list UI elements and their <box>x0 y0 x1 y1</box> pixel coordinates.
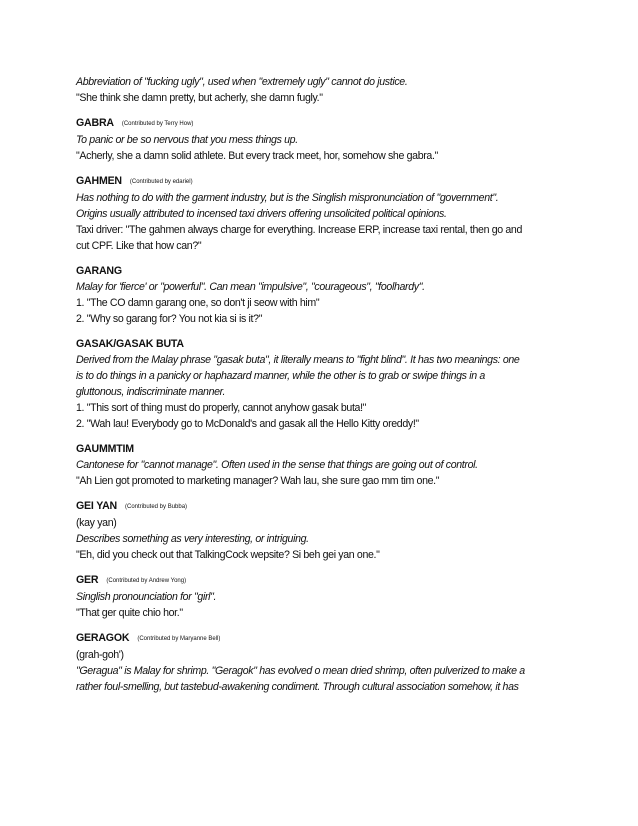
entry-example-line: (grah-goh') <box>76 649 124 661</box>
entry-example-line: 1. "The CO damn garang one, so don't ji seow with him" <box>76 297 320 309</box>
dictionary-content <box>76 74 566 695</box>
dictionary-entry <box>76 336 566 432</box>
entry-contributor: (Contributed by Maryanne Bell) <box>137 636 221 642</box>
entry-headword: GABRA <box>76 117 114 129</box>
entry-definition-line: gluttonous, indiscriminate manner. <box>76 386 226 398</box>
entry-headword-line <box>76 336 566 352</box>
entry-definition-line: "Geragua" is Malay for shrimp. "Geragok" has evolved o mean dried shrimp, often pulverized to make a <box>76 665 525 677</box>
entry-example-line: "That ger quite chio hor." <box>76 607 183 619</box>
entry-headword-line <box>76 441 566 457</box>
entry-example-line: Taxi driver: "The gahmen always charge for everything. Increase ERP, increase taxi rental, then go and <box>76 224 523 236</box>
dictionary-entry <box>76 441 566 489</box>
dictionary-entry <box>76 630 566 695</box>
entry-headword: GEI YAN <box>76 500 117 512</box>
entry-definition-line: Singlish pronounciation for "girl". <box>76 591 217 603</box>
entry-definition-line: Origins usually attributed to incensed taxi drivers offering unsolicited political opinions. <box>76 208 447 220</box>
entry-example-line: cut CPF. Like that how can?" <box>76 240 202 252</box>
dictionary-entry <box>76 498 566 563</box>
entry-headword: GARANG <box>76 265 122 277</box>
entry-definition-line: Cantonese for "cannot manage". Often used in the sense that things are going out of control. <box>76 459 478 471</box>
entry-definition-line: To panic or be so nervous that you mess things up. <box>76 134 298 146</box>
entry-definition-line: is to do things in a panicky or haphazard manner, while the other is to grab or swipe things in a <box>76 370 485 382</box>
entry-headword-line <box>76 173 566 190</box>
entry-headword: GER <box>76 574 99 586</box>
entry-headword: GASAK/GASAK BUTA <box>76 338 184 350</box>
entry-headword: GAHMEN <box>76 175 122 187</box>
entry-definition-line: Abbreviation of "fucking ugly", used when "extremely ugly" cannot do justice. <box>76 76 408 88</box>
entry-headword-line <box>76 630 566 647</box>
dictionary-entry <box>76 115 566 164</box>
entry-headword-line <box>76 572 566 589</box>
entry-definition-line: Derived from the Malay phrase "gasak buta", it literally means to "fight blind". It has two meanings: one <box>76 354 520 366</box>
entry-example-line: "Acherly, she a damn solid athlete. But every track meet, hor, somehow she gabra." <box>76 150 438 162</box>
dictionary-entry <box>76 572 566 621</box>
entry-definition-line: Describes something as very interesting, or intriguing. <box>76 533 309 545</box>
entry-contributor: (Contributed by edariel) <box>129 179 193 185</box>
entry-headword: GAUMMTIM <box>76 443 134 455</box>
entry-headword-line <box>76 498 566 515</box>
entry-example-line: 1. "This sort of thing must do properly, cannot anyhow gasak buta!" <box>76 402 367 414</box>
entry-definition-line: Has nothing to do with the garment industry, but is the Singlish mispronunciation of "government". <box>76 192 499 204</box>
dictionary-entry <box>76 74 566 106</box>
entry-headword-line <box>76 115 566 132</box>
entry-example-line: "Eh, did you check out that TalkingCock wepsite? Si beh gei yan one." <box>76 549 380 561</box>
entry-example-line: (kay yan) <box>76 517 117 529</box>
entry-example-line: 2. "Wah lau! Everybody go to McDonald's and gasak all the Hello Kitty oreddy!" <box>76 418 419 430</box>
entry-headword: GERAGOK <box>76 632 130 644</box>
entry-definition-line: rather foul-smelling, but tastebud-awakening condiment. Through cultural association somehow, it has <box>76 681 519 693</box>
entry-example-line: "She think she damn pretty, but acherly, she damn fugly." <box>76 92 323 104</box>
entry-contributor: (Contributed by Andrew Yong) <box>106 578 187 584</box>
dictionary-entry <box>76 263 566 327</box>
entry-contributor: (Contributed by Terry How) <box>121 121 194 127</box>
entry-headword-line <box>76 263 566 279</box>
dictionary-entry <box>76 173 566 254</box>
entry-example-line: 2. "Why so garang for? You not kia si is it?" <box>76 313 263 325</box>
entry-contributor: (Contributed by Bubba) <box>125 504 188 510</box>
entry-definition-line: Malay for 'fierce' or "powerful". Can mean "impulsive", "courageous", "foolhardy". <box>76 281 425 293</box>
entry-example-line: "Ah Lien got promoted to marketing manager? Wah lau, she sure gao mm tim one." <box>76 475 440 487</box>
